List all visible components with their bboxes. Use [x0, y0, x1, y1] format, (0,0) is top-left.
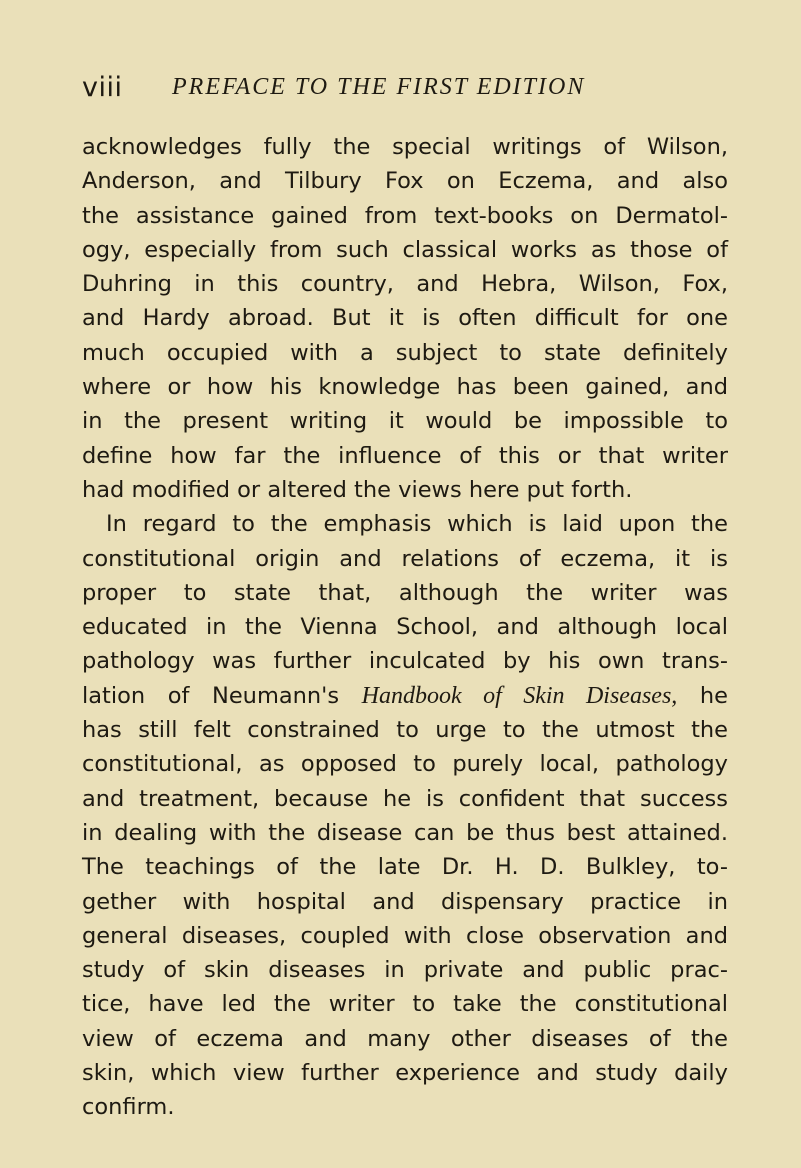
text-line: in dealing with the disease can be thus best attained.: [82, 819, 728, 846]
text-line: in the present writing it would be impossible to: [82, 408, 728, 435]
text-segment: he: [677, 682, 728, 709]
text-line: and Hardy abroad. But it is often difficult for one: [82, 305, 728, 332]
text-line: has still felt constrained to urge to the utmost the: [82, 717, 728, 744]
text-line: where or how his knowledge has been gained, and: [82, 374, 728, 401]
text-line: view of eczema and many other diseases of the: [82, 1025, 728, 1052]
text-line: and treatment, because he is confident that success: [82, 785, 728, 812]
text-line: the assistance gained from text-books on Dermatol-: [82, 202, 728, 229]
text-line: ogy, especially from such classical works as those of: [82, 236, 728, 263]
book-title-italic: Handbook of Skin Diseases,: [361, 682, 678, 709]
text-line: study of skin diseases in private and public prac-: [82, 957, 728, 984]
text-line: gether with hospital and dispensary practice in: [82, 888, 728, 915]
running-title: PREFACE TO THE FIRST EDITION: [172, 74, 586, 100]
text-line: define how far the influence of this or that writer: [82, 442, 728, 469]
paragraph-start-line: In regard to the emphasis which is laid upon the: [106, 511, 728, 538]
paragraph-end-line: had modified or altered the views here put forth.: [82, 476, 633, 503]
text-line: proper to state that, although the writer was: [82, 579, 728, 606]
text-line: educated in the Vienna School, and although local: [82, 614, 728, 641]
text-line: skin, which view further experience and study daily: [82, 1060, 728, 1087]
page-number: viii: [82, 72, 123, 103]
paragraph-end-line: confirm.: [82, 1094, 175, 1121]
text-line: Anderson, and Tilbury Fox on Eczema, and also: [82, 168, 728, 195]
running-head: [82, 72, 762, 108]
text-line: general diseases, coupled with close observation and: [82, 922, 728, 949]
text-line-with-italic-title: [82, 679, 728, 713]
text-line: constitutional origin and relations of eczema, it is: [82, 545, 728, 572]
text-line: pathology was further inculcated by his own trans-: [82, 648, 728, 675]
text-line: The teachings of the late Dr. H. D. Bulkley, to-: [82, 854, 728, 881]
text-line: much occupied with a subject to state definitely: [82, 339, 728, 366]
text-line: Duhring in this country, and Hebra, Wilson, Fox,: [82, 271, 728, 298]
text-line: acknowledges fully the special writings of Wilson,: [82, 134, 728, 160]
text-segment: lation of Neumann's: [82, 682, 362, 709]
body-text: [82, 130, 728, 1125]
text-line: constitutional, as opposed to purely local, pathology: [82, 751, 728, 778]
text-line: tice, have led the writer to take the constitutional: [82, 991, 728, 1018]
